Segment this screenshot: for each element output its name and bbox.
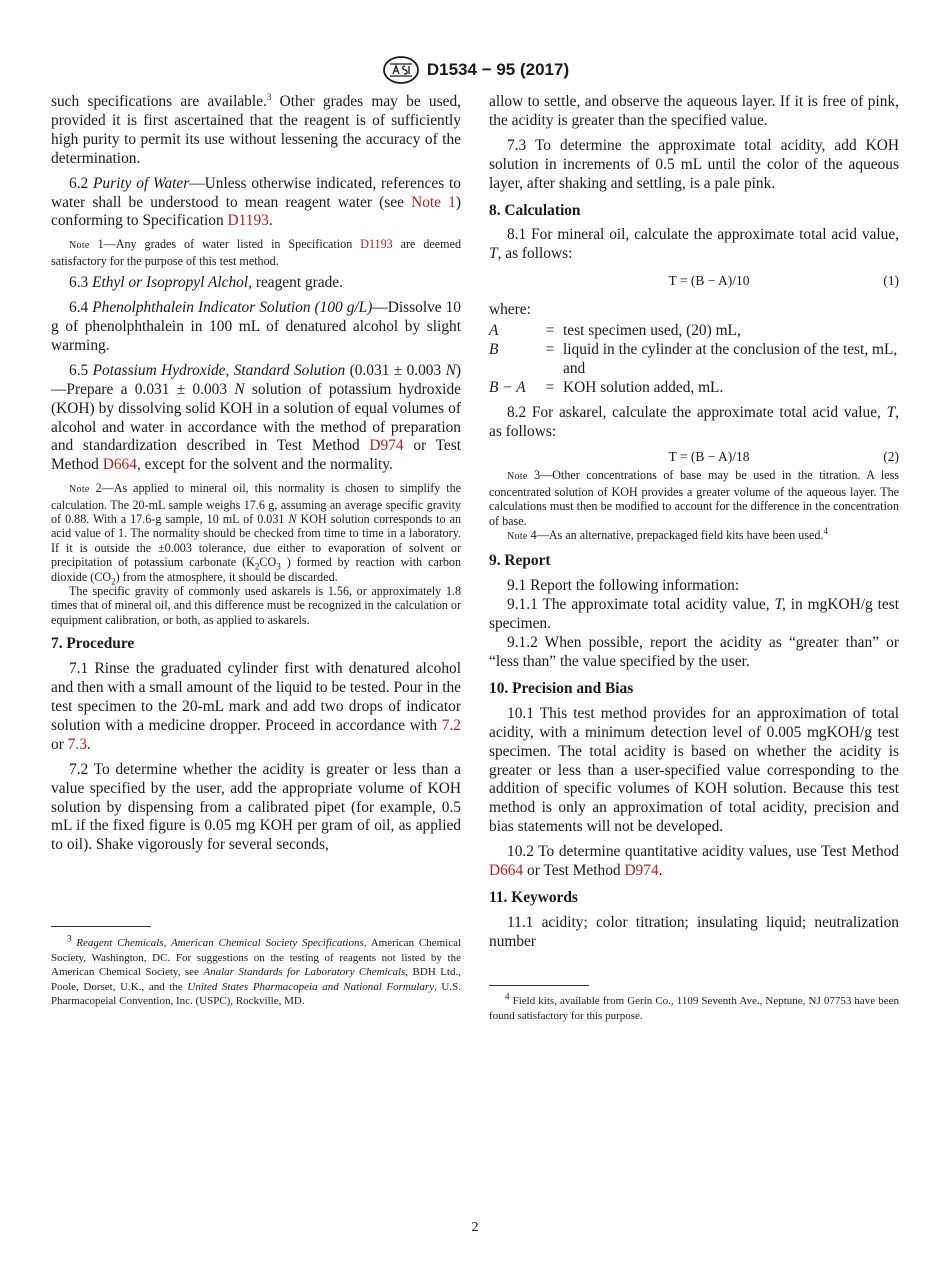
section-7-heading: 7. Procedure — [51, 635, 135, 653]
page-header — [0, 55, 950, 85]
equation-2-number: (2) — [883, 448, 899, 464]
right-column — [489, 93, 899, 958]
footnote-divider-right — [489, 985, 589, 986]
paragraph-9-1: 9.1 Report the following information: — [507, 577, 740, 595]
paragraph-7-2-continued: allow to settle, and observe the aqueous layer. If it is free of pink, the acidity is greater than the specified value. — [489, 93, 899, 129]
astm-logo-icon — [381, 55, 421, 85]
paragraph-7-1: 7.1 Rinse the graduated cylinder first with denatured alcohol and then with a small amount of the liquid to be tested. Pour in the test specimen to the 20-mL mark and add two drops of indicator solution with a medicine dropper. Proceed in accordance with 7.2 or 7.3. — [51, 660, 461, 753]
note-1: Note 1—Any grades of water listed in Specification D1193 are deemed satisfactory for the purpose of this test method. — [51, 237, 461, 268]
d664-link[interactable]: D664 — [102, 456, 137, 474]
equation-1-expression: T = (B − A)/10 — [668, 273, 750, 289]
footnote-ref-4[interactable]: 4 — [823, 526, 828, 536]
d1193-note-link[interactable]: D1193 — [360, 237, 393, 252]
d974-link[interactable]: D974 — [369, 437, 404, 455]
where-row: B − A = KOH solution added, mL. — [489, 378, 724, 396]
left-column — [51, 93, 461, 861]
paragraph-6-4: 6.4 Phenolphthalein Indicator Solution (100 g/L)—Dissolve 10 g of phenolphthalein in 100 mL of denatured alcohol by slight warming. — [51, 299, 461, 354]
footnote-ref-3[interactable]: 3 — [266, 91, 272, 102]
page-number: 2 — [471, 1220, 479, 1235]
note-2-paragraph-2: The specific gravity of commonly used askarels is 1.56, or approximately 1.8 times that of mineral oil, and this difference must be recognized in the calculation or equipment calibration, or both, as applied to askarels. — [51, 584, 461, 627]
equation-1-number: (1) — [883, 273, 899, 289]
note-3: Note 3—Other concentrations of base may be used in the titration. A less concentrated solution of KOH provides a greater volume of the aqueous layer. The calculations must then be modified to account for the difference in the concentration of base. — [489, 468, 899, 528]
paragraph-6-3: 6.3 Ethyl or Isopropyl Alchol, reagent grade. — [69, 274, 343, 292]
paragraph-6-5: 6.5 Potassium Hydroxide, Standard Solution (0.031 ± 0.003 N)—Prepare a 0.031 ± 0.003 N solution of potassium hydroxide (KOH) by dissolving solid KOH in a solution of equal volumes of alcohol and water in accordance with the method of preparation and standardization described in Test Method D974 or Test Method D664, except for the solvent and the normality. — [51, 361, 461, 474]
equation-1 — [489, 272, 899, 291]
note-1-link[interactable]: Note 1 — [411, 193, 456, 211]
paragraph-7-3: 7.3 To determine the approximate total acidity, add KOH solution in increments of 0.5 mL until the color of the aqueous layer, after shaking and settling, is a pale pink. — [489, 136, 899, 192]
section-10-heading: 10. Precision and Bias — [489, 679, 634, 697]
paragraph-6-2: 6.2 Purity of Water—Unless otherwise indicated, references to water shall be understood to mean reagent water (see Note 1) conforming to Specification D1193. — [51, 174, 461, 230]
footnote-divider — [51, 926, 151, 927]
paragraph-11-1: 11.1 acidity; color titration; insulating liquid; neutralization number — [489, 913, 899, 950]
paragraph-7-2: 7.2 To determine whether the acidity is greater or less than a value specified by the user, add the appropriate volume of KOH solution by dispensing from a calibrated pipet (for example, 0.5 mL if the fixed figure is 0.05 mg KOH per gram of oil, as applied to oil). Shake vigorously for several seconds, — [51, 760, 461, 854]
equation-2-expression: T = (B − A)/18 — [668, 448, 750, 464]
d1193-link[interactable]: D1193 — [227, 212, 269, 230]
footnote-3: $^3$ Reagent Chemicals, American Chemical Society Specifications, American Chemical Society, Washington, DC. For suggestions on the testing of reagents not listed by the American Chemical Society, see Analar Standards for Laboratory Chemicals, BDH Ltd., Poole, Dorset, U.K., and the United States Pharmacopeia and National Formulary, U.S. Pharmacopeial Convention, Inc. (USPC), Rockville, MD. — [51, 933, 462, 1007]
note-4: Note 4—As an alternative, prepackaged field kits have been used.$^4$ — [507, 526, 828, 543]
paragraph-10-1: 10.1 This test method provides for an approximation of total acidity, with a minimum detection level of 0.005 mgKOH/g test specimen. The total acidity is based on whether the acidity is greater or less than a user-specified value corresponding to the addition of specific volumes of KOH solution. Because this test method is only an approximation of total acidity, precision and bias statements will not be developed. — [489, 704, 899, 836]
note-2: Note 2—As applied to mineral oil, this normality is chosen to simplify the calculation. The 20-mL sample weighs 17.6 g, assuming an average specific gravity of 0.88. With a 17.6-g sample, 10 mL of 0.031 N KOH solution corresponds to an acid value of 1. The normality should be checked from time to time in a laboratory. If it is outside the ±0.003 tolerance, due either to evaporation of solvent or precipitation of potassium carbonate ($K_2CO_3$ ) formed by reaction with carbon dioxide $(CO_2)$ from the atmosphere, it should be discarded. — [51, 481, 461, 587]
paragraph-8-2: 8.2 For askarel, calculate the approximate total acid value, T, as follows: — [489, 403, 899, 440]
paragraph-9-1-1: 9.1.1 The approximate total acidity value, T, in mgKOH/g test specimen. — [489, 596, 899, 633]
section-8-heading: 8. Calculation — [489, 201, 581, 219]
paragraph-9-1-2: 9.1.2 When possible, report the acidity as “greater than” or “less than” the value specified by the user. — [489, 634, 899, 670]
d664-link-2[interactable]: D664 — [489, 862, 524, 880]
footnote-4: $^4$ Field kits, available from Gerin Co., 1109 Seventh Ave., Neptune, NJ 07753 have been found satisfactory for this purpose. — [489, 991, 899, 1022]
where-label: where: — [489, 301, 531, 319]
section-7-3-link[interactable]: 7.3 — [67, 735, 87, 753]
section-9-heading: 9. Report — [489, 552, 551, 570]
equation-2 — [489, 448, 899, 467]
document-designation: D1534 − 95 (2017) — [426, 60, 570, 79]
paragraph-10-2: 10.2 To determine quantitative acidity values, use Test Method D664 or Test Method D974. — [489, 843, 899, 880]
section-7-2-link[interactable]: 7.2 — [441, 716, 461, 734]
paragraph-intro: such specifications are available.$^3$ Other grades may be used, provided it is first ascertained that the reagent is of sufficiently high purity to permit its use without lessening the accuracy of the determination. — [51, 91, 461, 167]
paragraph-8-1: 8.1 For mineral oil, calculate the approximate total acid value, T, as follows: — [489, 226, 899, 263]
where-row: A = test specimen used, (20) mL, — [489, 322, 741, 340]
section-11-heading: 11. Keywords — [489, 888, 578, 906]
where-row: B = liquid in the cylinder at the conclusion of the test, mL, and — [489, 340, 898, 377]
d974-link-2[interactable]: D974 — [624, 862, 659, 880]
